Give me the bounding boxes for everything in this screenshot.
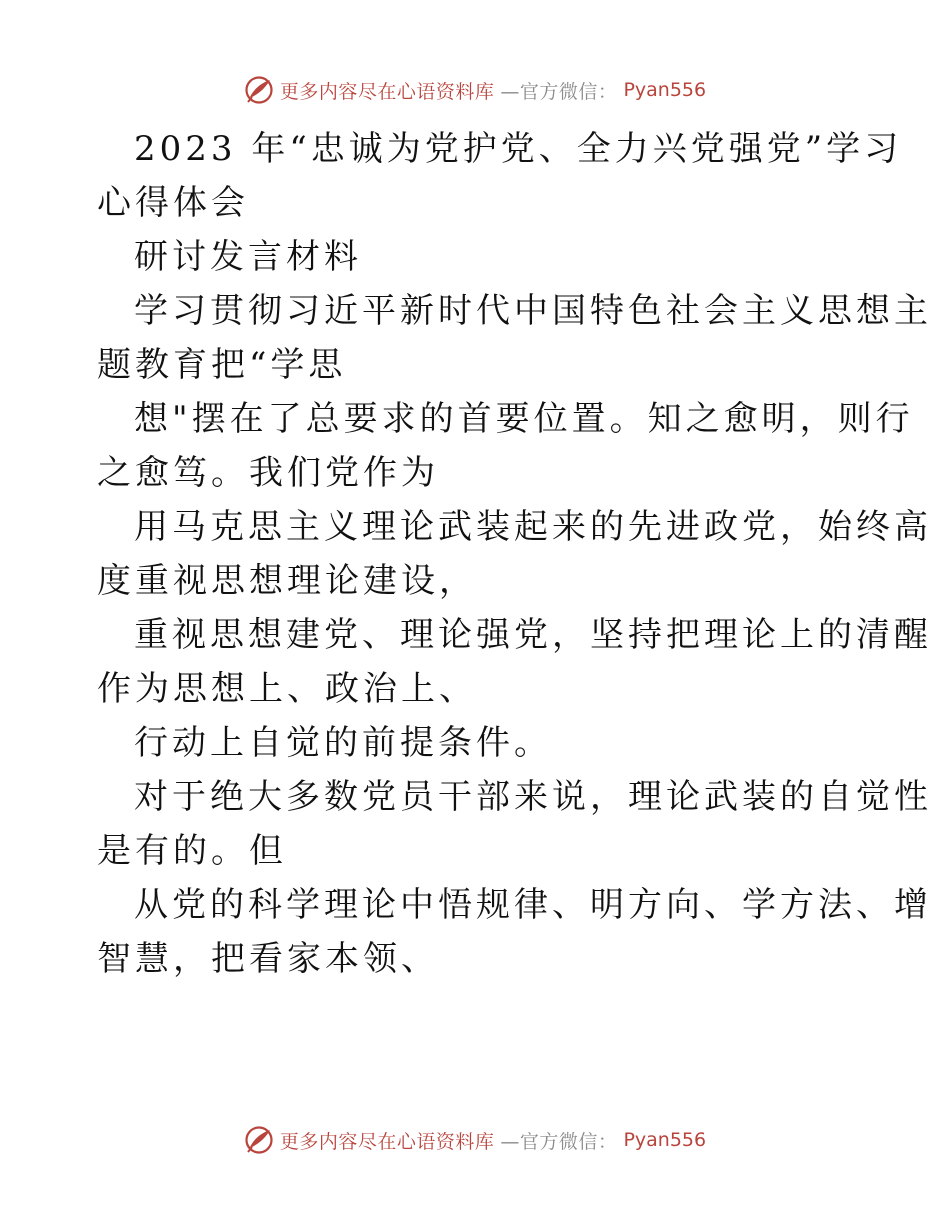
quill-pen-logo-icon	[244, 75, 274, 105]
title-line: 2023 年“忠诚为党护党、全力兴党强党”学习	[134, 129, 903, 169]
body-line: 是有的。但	[97, 831, 287, 871]
body-line: 对于绝大多数党员干部来说，理论武装的自觉性	[134, 777, 932, 817]
watermark-text: 更多内容尽在心语资料库	[279, 1130, 495, 1153]
subtitle-line: 研讨发言材料	[134, 237, 362, 277]
watermark-contact: Pyan556	[623, 1129, 707, 1151]
watermark-separator: —官方微信：	[500, 80, 618, 103]
body-line: 作为思想上、政治上、	[97, 669, 477, 709]
body-line: 行动上自觉的前提条件。	[134, 723, 552, 763]
watermark-separator: —官方微信：	[500, 1130, 618, 1153]
quill-pen-logo-icon	[244, 1125, 274, 1155]
body-line: 重视思想建党、理论强党，坚持把理论上的清醒	[134, 615, 932, 655]
body-line: 用马克思主义理论武装起来的先进政党，始终高	[134, 507, 932, 547]
footer-watermark	[0, 1122, 950, 1158]
header-watermark	[0, 72, 950, 108]
title-line: 心得体会	[97, 183, 249, 223]
watermark-contact: Pyan556	[623, 79, 707, 101]
body-line: 题教育把“学思	[97, 345, 347, 385]
body-line: 想"摆在了总要求的首要位置。知之愈明，则行	[134, 399, 914, 439]
body-line: 智慧，把看家本领、	[97, 939, 439, 979]
watermark-text: 更多内容尽在心语资料库	[279, 80, 495, 103]
body-line: 从党的科学理论中悟规律、明方向、学方法、增	[134, 885, 932, 925]
body-line: 度重视思想理论建设，	[97, 561, 477, 601]
document-body	[97, 122, 932, 986]
body-line: 之愈笃。我们党作为	[97, 453, 439, 493]
body-line: 学习贯彻习近平新时代中国特色社会主义思想主	[134, 291, 932, 331]
